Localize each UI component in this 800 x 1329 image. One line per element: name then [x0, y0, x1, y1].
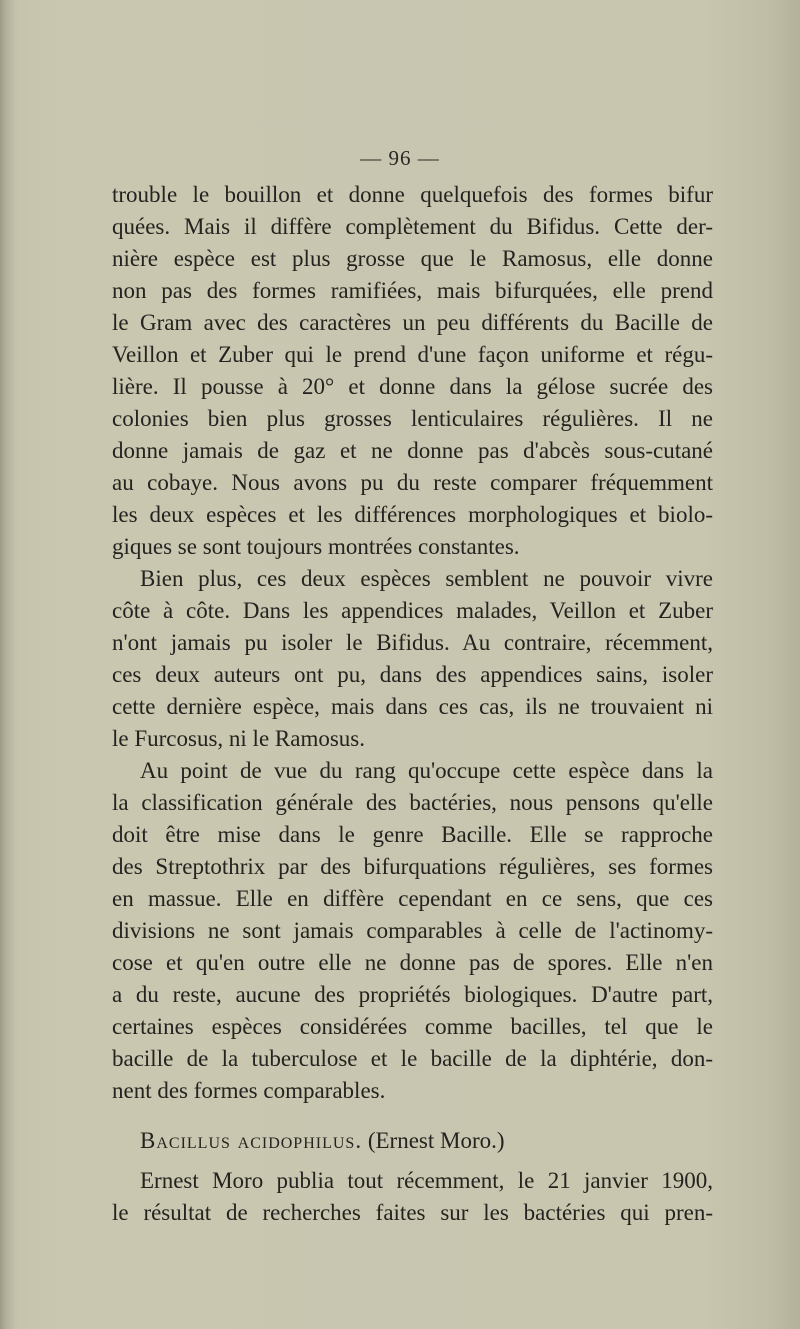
- text-line: a du reste, aucune des propriétés biologiques. D'autre part,: [112, 982, 713, 1007]
- text-line: des Streptothrix par des bifurquations régulières, ses formes: [112, 854, 713, 879]
- text-line: les deux espèces et les différences morphologiques et biolo-: [112, 502, 713, 527]
- text-line: doit être mise dans le genre Bacille. Elle se rapproche: [112, 822, 713, 847]
- text-line: cette dernière espèce, mais dans ces cas, ils ne trouvaient ni: [112, 694, 713, 719]
- text-line: Bien plus, ces deux espèces semblent ne pouvoir vivre: [140, 566, 713, 591]
- text-line: quées. Mais il diffère complètement du Bifidus. Cette der-: [112, 214, 713, 239]
- text-line: lière. Il pousse à 20° et donne dans la gélose sucrée des: [112, 374, 713, 399]
- section-heading: [140, 1126, 505, 1156]
- text-line: divisions ne sont jamais comparables à celle de l'actinomy-: [112, 918, 713, 943]
- text-line: certaines espèces considérées comme bacilles, tel que le: [112, 1014, 713, 1039]
- page-number: — 96 —: [360, 146, 440, 170]
- section-heading-name: Bacillus acidophilus.: [140, 1128, 363, 1153]
- text-line: cose et qu'en outre elle ne donne pas de spores. Elle n'en: [112, 950, 713, 975]
- text-line: non pas des formes ramifiées, mais bifurquées, elle prend: [112, 278, 713, 303]
- text-line: en massue. Elle en diffère cependant en ce sens, que ces: [112, 886, 713, 911]
- text-line: Au point de vue du rang qu'occupe cette espèce dans la: [140, 758, 713, 783]
- text-line: Veillon et Zuber qui le prend d'une façon uniforme et régu-: [112, 342, 713, 367]
- text-line: ces deux auteurs ont pu, dans des appendices sains, isoler: [112, 662, 713, 687]
- text-line: donne jamais de gaz et ne donne pas d'abcès sous-cutané: [112, 438, 713, 463]
- text-line: Ernest Moro publia tout récemment, le 21 janvier 1900,: [140, 1168, 713, 1193]
- text-line: la classification générale des bactéries, nous pensons qu'elle: [112, 790, 713, 815]
- text-line: au cobaye. Nous avons pu du reste comparer fréquemment: [112, 470, 713, 495]
- text-line: colonies bien plus grosses lenticulaires régulières. Il ne: [112, 406, 713, 431]
- text-line: nent des formes comparables.: [112, 1078, 386, 1103]
- text-line: le Gram avec des caractères un peu différents du Bacille de: [112, 310, 713, 335]
- text-line: trouble le bouillon et donne quelquefois des formes bifur: [112, 182, 713, 207]
- text-line: le résultat de recherches faites sur les bactéries qui pren-: [112, 1200, 713, 1225]
- text-line: côte à côte. Dans les appendices malades, Veillon et Zuber: [112, 598, 713, 623]
- text-line: nière espèce est plus grosse que le Ramosus, elle donne: [112, 246, 713, 271]
- text-line: n'ont jamais pu isoler le Bifidus. Au contraire, récemment,: [112, 630, 713, 655]
- section-heading-author: (Ernest Moro.): [367, 1128, 505, 1153]
- page-binding-edge: [0, 0, 14, 1329]
- text-line: bacille de la tuberculose et le bacille de la diphtérie, don-: [112, 1046, 713, 1071]
- text-line: le Furcosus, ni le Ramosus.: [112, 726, 365, 751]
- text-line: giques se sont toujours montrées constantes.: [112, 534, 520, 559]
